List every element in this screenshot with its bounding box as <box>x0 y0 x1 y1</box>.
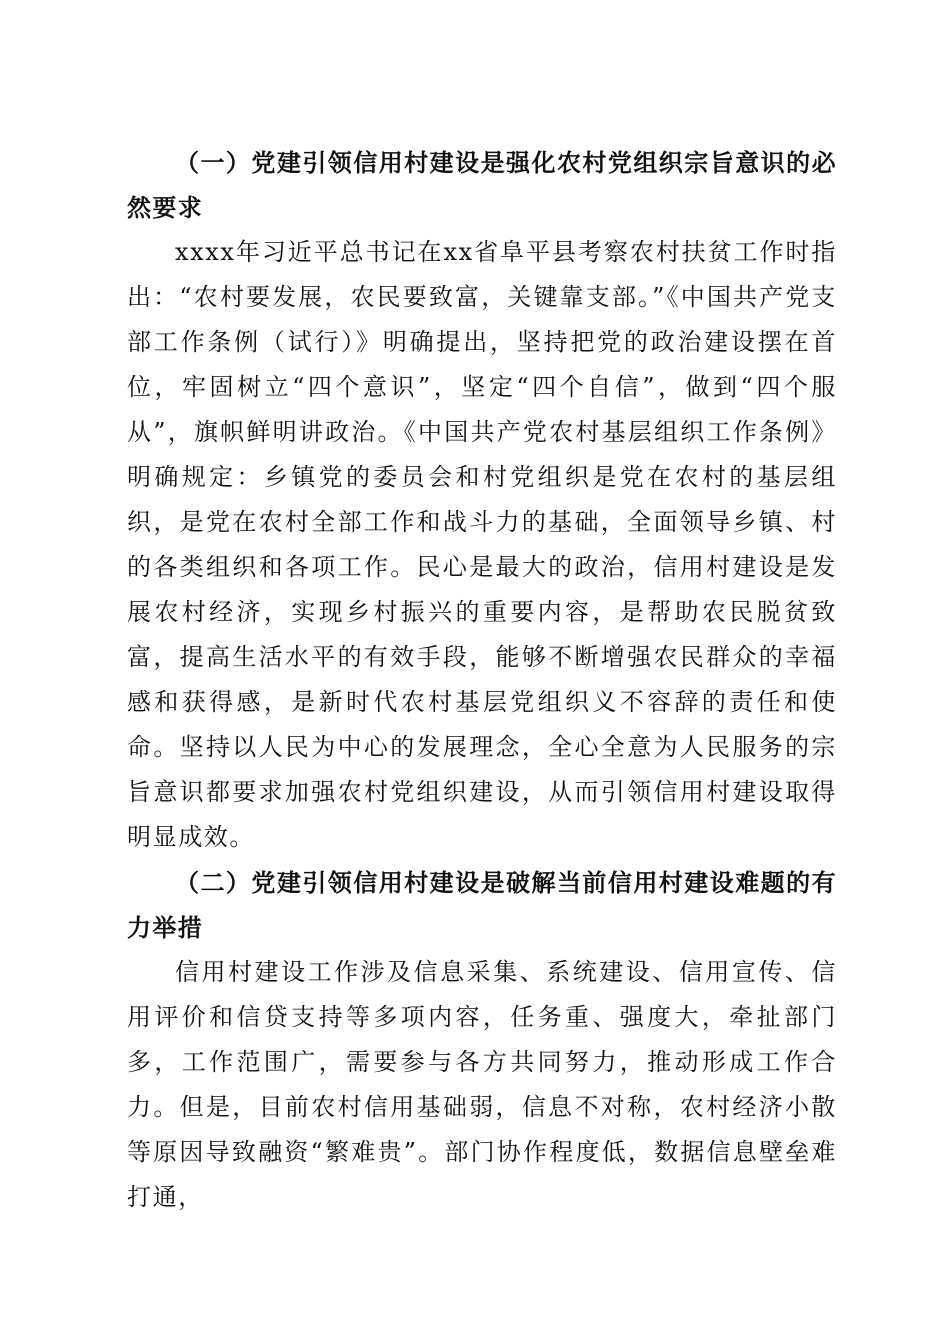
section-2-paragraph: 信用村建设工作涉及信息采集、系统建设、信用宣传、信用评价和信贷支持等多项内容，任务重、强度大，牵扯部门多，工作范围广，需要参与各方共同努力，推动形成工作合力。但是，目前农村信用基础弱，信息不对称，农村经济小散等原因导致融资“繁难贵”。部门协作程度低，数据信息壁垒难打通， <box>127 958 837 1211</box>
document-body <box>127 140 837 1220</box>
section-1-paragraph: xxxx年习近平总书记在xx省阜平县考察农村扶贫工作时指出：“农村要发展，农民要致富，关键靠支部。”《中国共产党支部工作条例（试行）》明确提出，坚持把党的政治建设摆在首位，牢固树立“四个意识”，坚定“四个自信”，做到“四个服从”，旗帜鲜明讲政治。《中国共产党农村基层组织工作条例》明确规定：乡镇党的委员会和村党组织是党在农村的基层组织，是党在农村全部工作和战斗力的基础，全面领导乡镇、村的各类组织和各项工作。民心是最大的政治，信用村建设是发展农村经济，实现乡村振兴的重要内容，是帮助农民脱贫致富，提高生活水平的有效手段，能够不断增强农民群众的幸福感和获得感，是新时代农村基层党组织义不容辞的责任和使命。坚持以人民为中心的发展理念，全心全意为人民服务的宗旨意识都要求加强农村党组织建设，从而引领信用村建设取得明显成效。 <box>127 238 837 851</box>
section-1-heading: （一）党建引领信用村建设是强化农村党组织宗旨意识的必然要求 <box>127 148 837 222</box>
section-2-heading: （二）党建引领信用村建设是破解当前信用村建设难题的有力举措 <box>127 868 837 942</box>
